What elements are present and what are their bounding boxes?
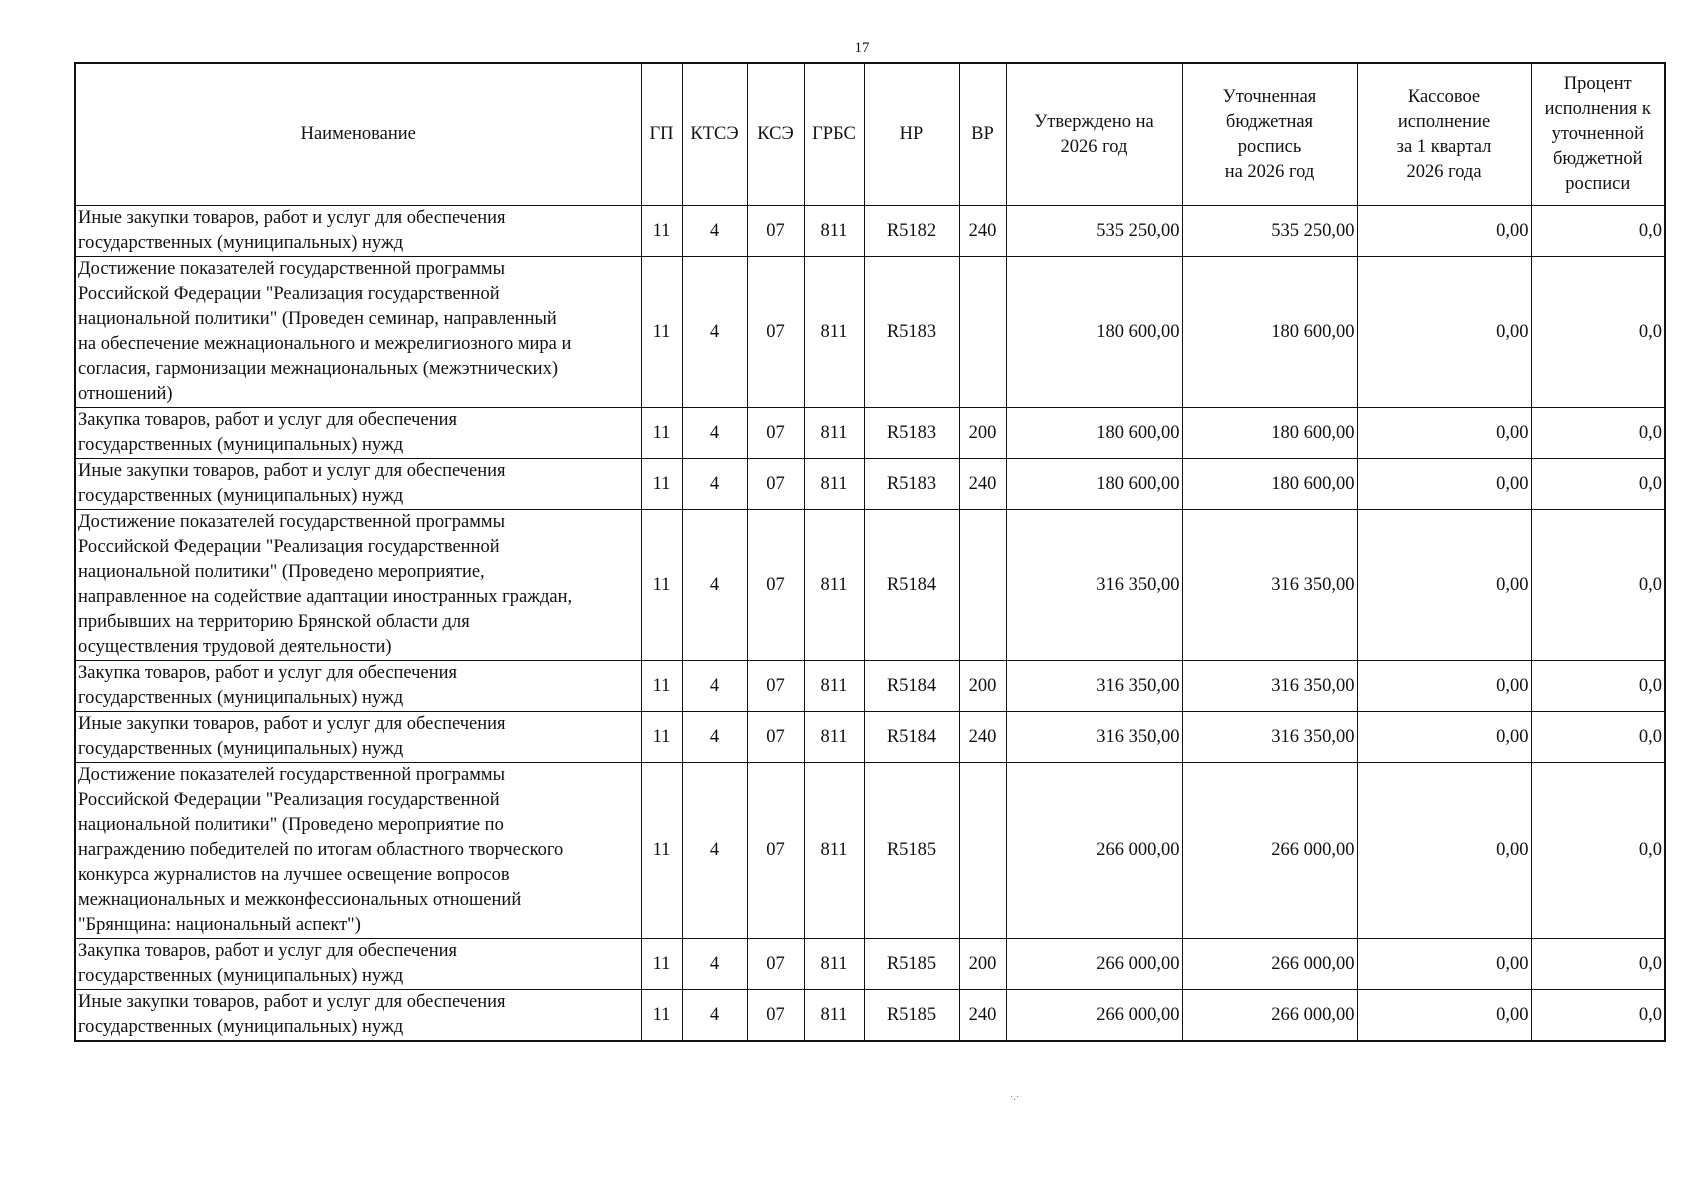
cell-grbs: 811 bbox=[804, 408, 864, 459]
cell-ktse: 4 bbox=[682, 510, 747, 661]
cell-cash: 0,00 bbox=[1357, 510, 1531, 661]
cell-ktse: 4 bbox=[682, 661, 747, 712]
header-gp: ГП bbox=[641, 63, 682, 206]
table-row bbox=[75, 408, 1665, 459]
cell-nr: R5183 bbox=[864, 459, 959, 510]
header-vr: ВР bbox=[959, 63, 1006, 206]
cell-grbs: 811 bbox=[804, 763, 864, 939]
header-refined: Уточненная бюджетная роспись на 2026 год bbox=[1182, 63, 1357, 206]
cell-nr: R5185 bbox=[864, 939, 959, 990]
cell-refined: 266 000,00 bbox=[1182, 990, 1357, 1042]
cell-name: Иные закупки товаров, работ и услуг для обеспечения государственных (муниципальных) нужд bbox=[75, 990, 641, 1042]
cell-approved: 316 350,00 bbox=[1006, 712, 1182, 763]
table-row bbox=[75, 990, 1665, 1042]
cell-vr: 200 bbox=[959, 408, 1006, 459]
cell-vr: 240 bbox=[959, 459, 1006, 510]
cell-gp: 11 bbox=[641, 206, 682, 257]
table-row bbox=[75, 712, 1665, 763]
cell-name: Достижение показателей государственной программы Российской Федерации "Реализация государственной национальной политики" (Проведен семинар, направленный на обеспечение межнационального и межрелигиозного мира и согласия, гармонизации межнациональных (межэтнических) отношений) bbox=[75, 257, 641, 408]
table-row bbox=[75, 459, 1665, 510]
table-header-row bbox=[75, 63, 1665, 206]
cell-approved: 316 350,00 bbox=[1006, 510, 1182, 661]
cell-refined: 180 600,00 bbox=[1182, 408, 1357, 459]
cell-gp: 11 bbox=[641, 990, 682, 1042]
cell-vr: 240 bbox=[959, 712, 1006, 763]
header-percent: Процент исполнения к уточненной бюджетной росписи bbox=[1531, 63, 1665, 206]
cell-percent: 0,0 bbox=[1531, 206, 1665, 257]
header-grbs: ГРБС bbox=[804, 63, 864, 206]
cell-name: Иные закупки товаров, работ и услуг для обеспечения государственных (муниципальных) нужд bbox=[75, 206, 641, 257]
cell-approved: 180 600,00 bbox=[1006, 257, 1182, 408]
cell-refined: 180 600,00 bbox=[1182, 257, 1357, 408]
page-number: 17 bbox=[854, 40, 870, 56]
cell-gp: 11 bbox=[641, 408, 682, 459]
cell-grbs: 811 bbox=[804, 939, 864, 990]
cell-name: Закупка товаров, работ и услуг для обеспечения государственных (муниципальных) нужд bbox=[75, 661, 641, 712]
cell-cash: 0,00 bbox=[1357, 763, 1531, 939]
cell-percent: 0,0 bbox=[1531, 408, 1665, 459]
cell-approved: 266 000,00 bbox=[1006, 763, 1182, 939]
cell-percent: 0,0 bbox=[1531, 510, 1665, 661]
cell-vr: 240 bbox=[959, 206, 1006, 257]
cell-approved: 180 600,00 bbox=[1006, 459, 1182, 510]
cell-kse: 07 bbox=[747, 763, 804, 939]
cell-cash: 0,00 bbox=[1357, 408, 1531, 459]
cell-vr: 200 bbox=[959, 661, 1006, 712]
cell-gp: 11 bbox=[641, 712, 682, 763]
cell-name: Иные закупки товаров, работ и услуг для обеспечения государственных (муниципальных) нужд bbox=[75, 459, 641, 510]
cell-percent: 0,0 bbox=[1531, 459, 1665, 510]
cell-nr: R5185 bbox=[864, 763, 959, 939]
cell-kse: 07 bbox=[747, 990, 804, 1042]
cell-refined: 316 350,00 bbox=[1182, 712, 1357, 763]
cell-kse: 07 bbox=[747, 661, 804, 712]
cell-cash: 0,00 bbox=[1357, 712, 1531, 763]
cell-refined: 316 350,00 bbox=[1182, 510, 1357, 661]
table-row bbox=[75, 763, 1665, 939]
cell-ktse: 4 bbox=[682, 459, 747, 510]
cell-name: Закупка товаров, работ и услуг для обеспечения государственных (муниципальных) нужд bbox=[75, 408, 641, 459]
cell-gp: 11 bbox=[641, 257, 682, 408]
cell-vr: 240 bbox=[959, 990, 1006, 1042]
cell-grbs: 811 bbox=[804, 661, 864, 712]
cell-nr: R5183 bbox=[864, 257, 959, 408]
header-ktse: КТСЭ bbox=[682, 63, 747, 206]
cell-name: Достижение показателей государственной программы Российской Федерации "Реализация государственной национальной политики" (Проведено мероприятие, направленное на содействие адаптации иностранных граждан, прибывших на территорию Брянской области для осуществления трудовой деятельности) bbox=[75, 510, 641, 661]
cell-name: Достижение показателей государственной программы Российской Федерации "Реализация государственной национальной политики" (Проведено мероприятие по награждению победителей по итогам областного творческого конкурса журналистов на лучшее освещение вопросов межнациональных и межконфессиональных отношений "Брянщина: национальный аспект") bbox=[75, 763, 641, 939]
cell-vr bbox=[959, 763, 1006, 939]
cell-ktse: 4 bbox=[682, 990, 747, 1042]
cell-nr: R5184 bbox=[864, 661, 959, 712]
cell-gp: 11 bbox=[641, 510, 682, 661]
scan-specks: ·.· bbox=[1010, 1092, 1020, 1103]
cell-gp: 11 bbox=[641, 459, 682, 510]
cell-ktse: 4 bbox=[682, 712, 747, 763]
cell-refined: 535 250,00 bbox=[1182, 206, 1357, 257]
cell-kse: 07 bbox=[747, 408, 804, 459]
cell-ktse: 4 bbox=[682, 939, 747, 990]
cell-ktse: 4 bbox=[682, 257, 747, 408]
cell-cash: 0,00 bbox=[1357, 990, 1531, 1042]
cell-cash: 0,00 bbox=[1357, 206, 1531, 257]
cell-name: Иные закупки товаров, работ и услуг для обеспечения государственных (муниципальных) нужд bbox=[75, 712, 641, 763]
cell-grbs: 811 bbox=[804, 459, 864, 510]
cell-nr: R5184 bbox=[864, 510, 959, 661]
cell-vr: 200 bbox=[959, 939, 1006, 990]
cell-cash: 0,00 bbox=[1357, 661, 1531, 712]
cell-refined: 180 600,00 bbox=[1182, 459, 1357, 510]
cell-grbs: 811 bbox=[804, 206, 864, 257]
header-nr: НР bbox=[864, 63, 959, 206]
cell-approved: 180 600,00 bbox=[1006, 408, 1182, 459]
header-kse: КСЭ bbox=[747, 63, 804, 206]
cell-gp: 11 bbox=[641, 939, 682, 990]
cell-percent: 0,0 bbox=[1531, 763, 1665, 939]
cell-ktse: 4 bbox=[682, 763, 747, 939]
cell-approved: 316 350,00 bbox=[1006, 661, 1182, 712]
cell-kse: 07 bbox=[747, 459, 804, 510]
cell-name: Закупка товаров, работ и услуг для обеспечения государственных (муниципальных) нужд bbox=[75, 939, 641, 990]
cell-grbs: 811 bbox=[804, 510, 864, 661]
cell-cash: 0,00 bbox=[1357, 939, 1531, 990]
cell-grbs: 811 bbox=[804, 712, 864, 763]
header-approved: Утверждено на 2026 год bbox=[1006, 63, 1182, 206]
cell-nr: R5183 bbox=[864, 408, 959, 459]
cell-ktse: 4 bbox=[682, 206, 747, 257]
cell-cash: 0,00 bbox=[1357, 459, 1531, 510]
cell-kse: 07 bbox=[747, 257, 804, 408]
cell-grbs: 811 bbox=[804, 257, 864, 408]
table-row bbox=[75, 510, 1665, 661]
cell-refined: 316 350,00 bbox=[1182, 661, 1357, 712]
budget-table bbox=[74, 62, 1666, 1042]
cell-approved: 266 000,00 bbox=[1006, 990, 1182, 1042]
cell-percent: 0,0 bbox=[1531, 990, 1665, 1042]
cell-kse: 07 bbox=[747, 206, 804, 257]
cell-kse: 07 bbox=[747, 712, 804, 763]
cell-grbs: 811 bbox=[804, 990, 864, 1042]
cell-cash: 0,00 bbox=[1357, 257, 1531, 408]
table-row bbox=[75, 939, 1665, 990]
cell-refined: 266 000,00 bbox=[1182, 939, 1357, 990]
header-cash: Кассовое исполнение за 1 квартал 2026 года bbox=[1357, 63, 1531, 206]
cell-refined: 266 000,00 bbox=[1182, 763, 1357, 939]
table-row bbox=[75, 257, 1665, 408]
cell-approved: 535 250,00 bbox=[1006, 206, 1182, 257]
cell-gp: 11 bbox=[641, 763, 682, 939]
cell-kse: 07 bbox=[747, 939, 804, 990]
cell-nr: R5185 bbox=[864, 990, 959, 1042]
table-row bbox=[75, 206, 1665, 257]
cell-percent: 0,0 bbox=[1531, 939, 1665, 990]
cell-vr bbox=[959, 257, 1006, 408]
cell-percent: 0,0 bbox=[1531, 661, 1665, 712]
header-name: Наименование bbox=[75, 63, 641, 206]
cell-approved: 266 000,00 bbox=[1006, 939, 1182, 990]
cell-kse: 07 bbox=[747, 510, 804, 661]
cell-vr bbox=[959, 510, 1006, 661]
table-body bbox=[75, 206, 1665, 1042]
cell-percent: 0,0 bbox=[1531, 712, 1665, 763]
cell-nr: R5184 bbox=[864, 712, 959, 763]
cell-gp: 11 bbox=[641, 661, 682, 712]
cell-nr: R5182 bbox=[864, 206, 959, 257]
cell-ktse: 4 bbox=[682, 408, 747, 459]
table-row bbox=[75, 661, 1665, 712]
cell-percent: 0,0 bbox=[1531, 257, 1665, 408]
